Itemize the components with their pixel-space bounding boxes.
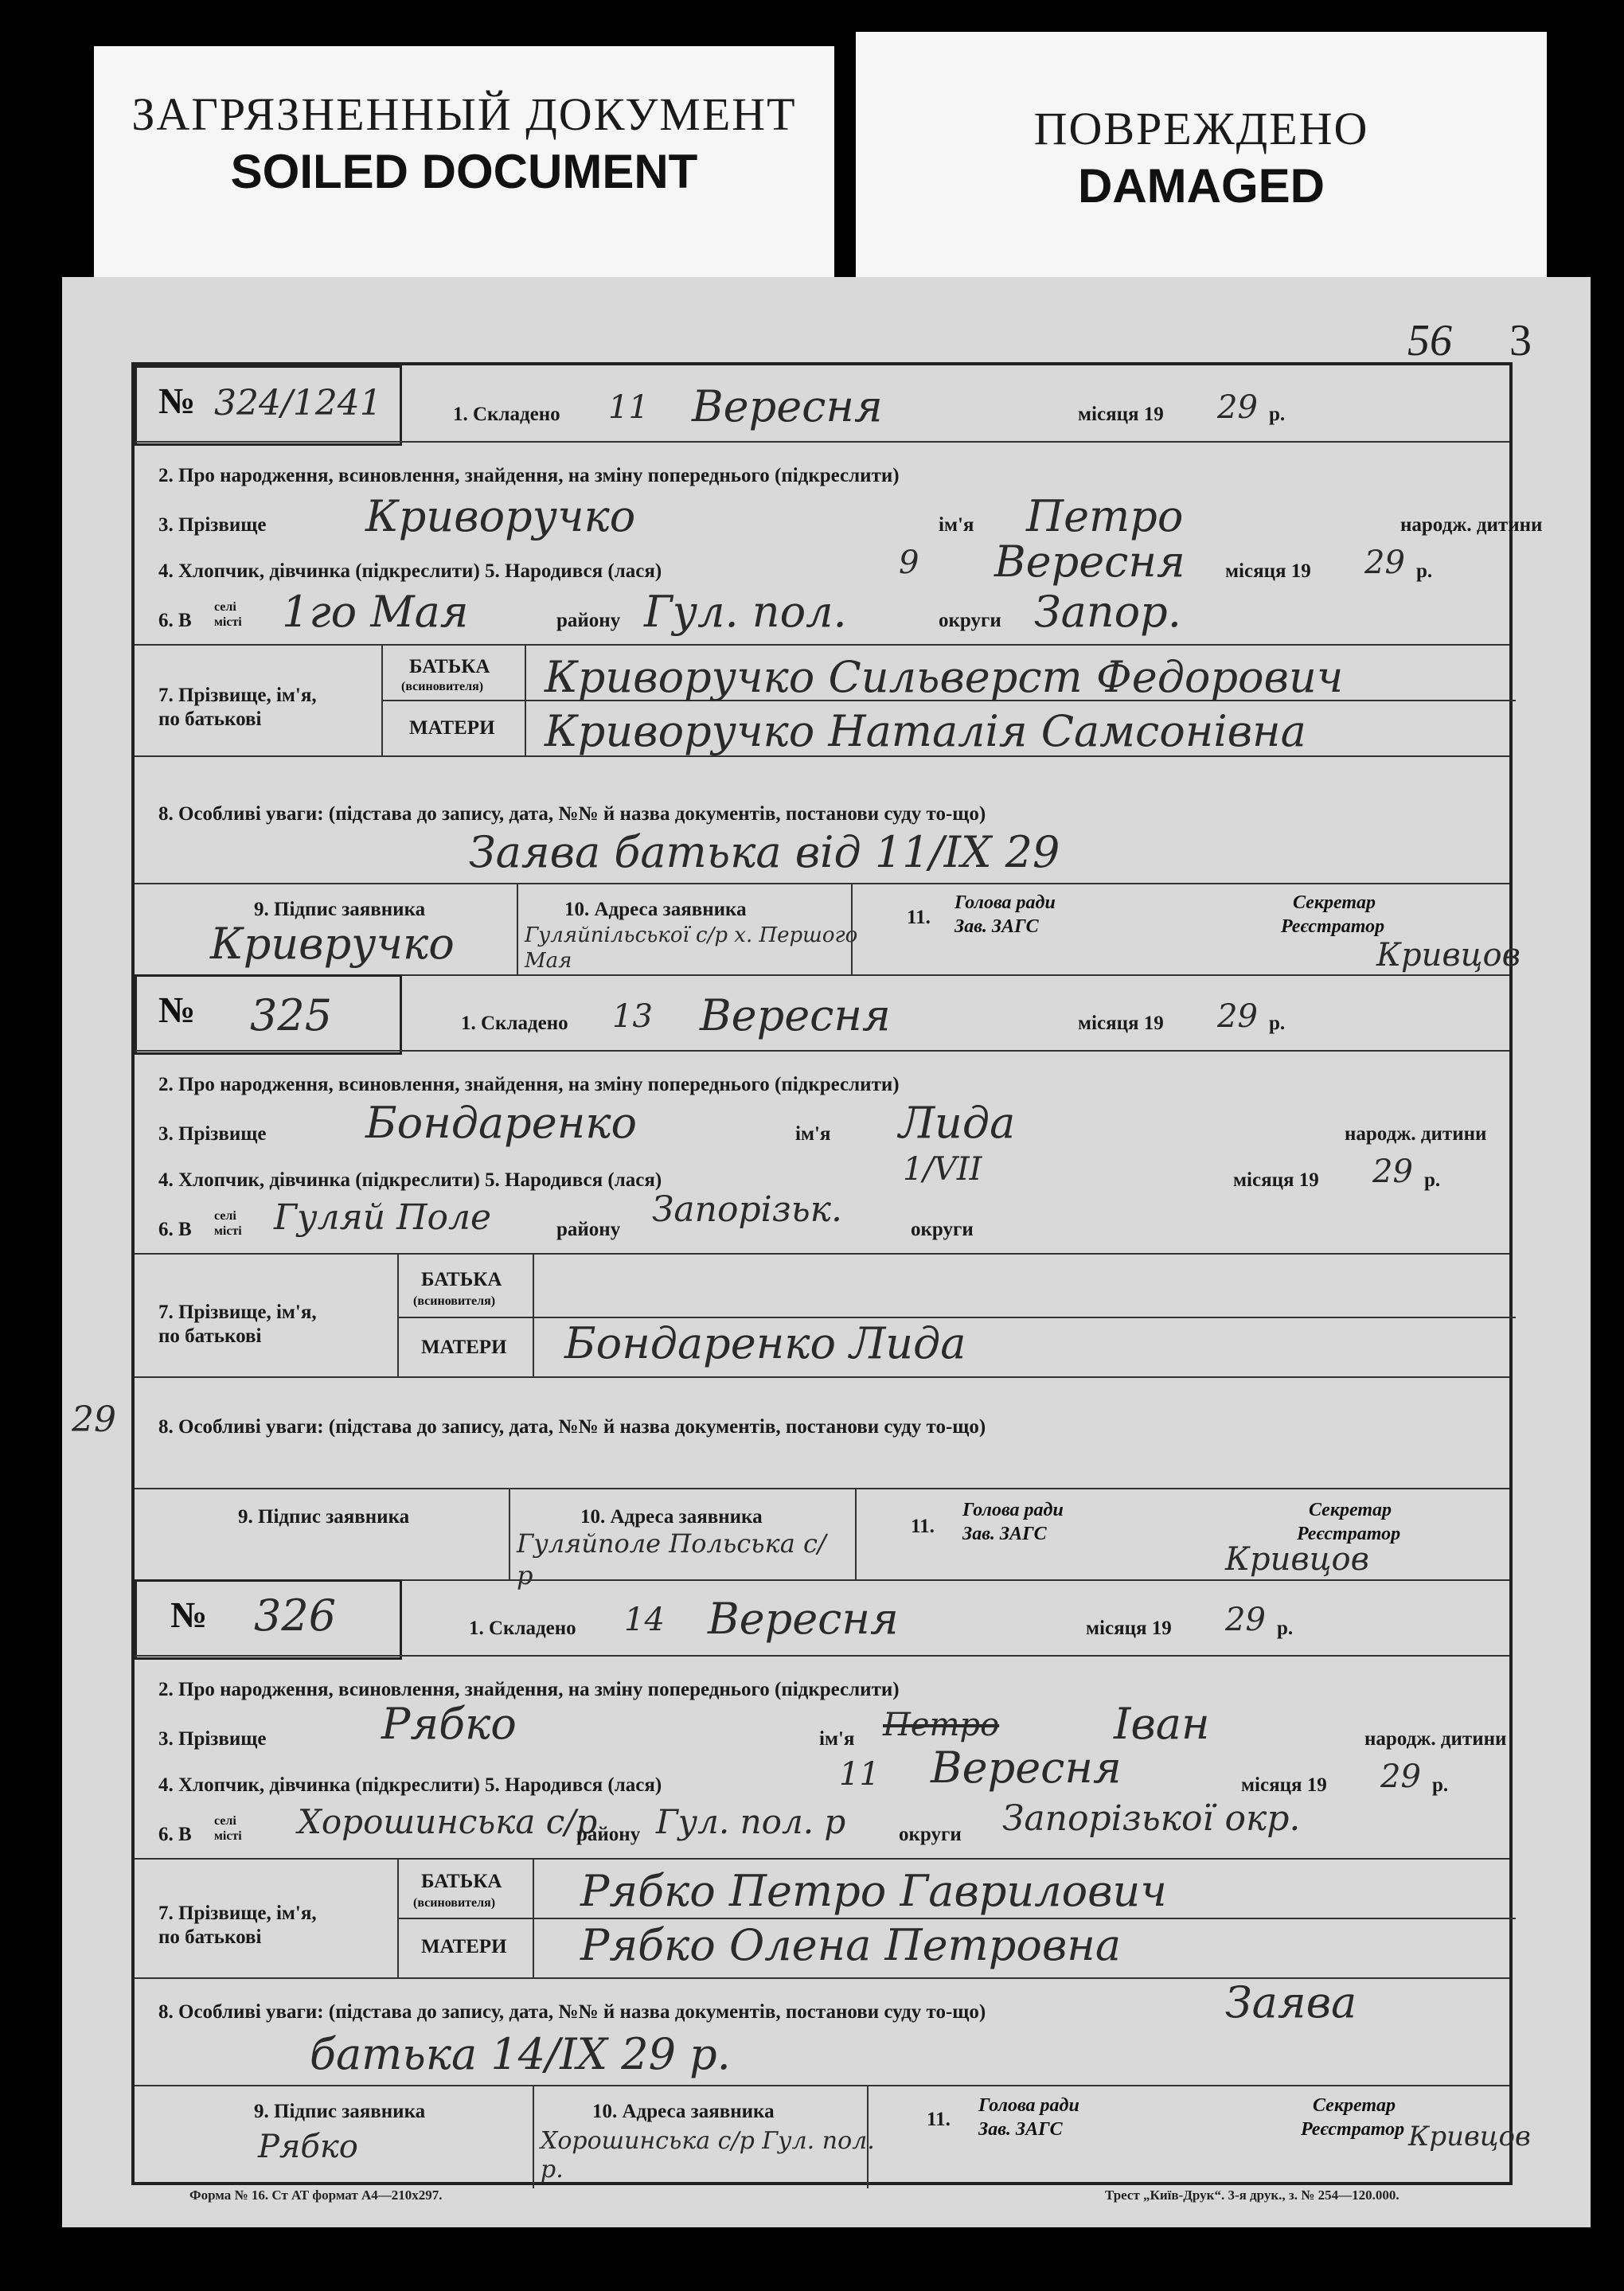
number-sign: №: [170, 1594, 208, 1635]
mother-value: Рябко Олена Петровна: [580, 1920, 1122, 1970]
about-label: 2. Про народження, всиновлення, знайдення, на зміну попереднього (підкреслити): [158, 465, 900, 486]
address-label: 10. Адреса заявника: [564, 899, 747, 920]
place-value: Гуляй Поле: [274, 1197, 492, 1238]
mother-label: МАТЕРИ: [421, 1337, 507, 1358]
composed-year: 29: [1225, 1602, 1266, 1638]
surname-label: 3. Прізвище: [158, 1123, 267, 1145]
place-label: 6. В: [158, 1824, 192, 1845]
secretary-label: Секретар: [1309, 1500, 1392, 1520]
notes-value: батька 14/IX 29 р.: [310, 2029, 731, 2079]
composed-day: 13: [612, 998, 653, 1035]
damaged-label-en: DAMAGED: [1078, 159, 1325, 213]
birth-day: 9: [899, 544, 919, 581]
okrug-value: Запор.: [1034, 587, 1181, 637]
number-sign: №: [158, 381, 196, 421]
head-label: Голова ради: [962, 1500, 1064, 1520]
mother-label: МАТЕРИ: [409, 717, 495, 739]
notes-value: Заява батька від 11/IX 29: [469, 827, 1060, 877]
year-suffix: р.: [1269, 404, 1286, 425]
year-suffix: р.: [1269, 1013, 1286, 1034]
notes-label: 8. Особливі уваги: (підстава до запису, дата, №№ й назва документів, постанови суду то-що): [158, 803, 986, 825]
surname-value: Рябко: [381, 1699, 517, 1749]
composed-month: Вересня: [708, 1594, 899, 1644]
head-label: Голова ради: [954, 892, 1056, 913]
mother-value: Криворучко Наталія Самсонівна: [545, 706, 1306, 756]
item11-label: 11.: [907, 907, 931, 928]
record-number: 326: [254, 1590, 337, 1641]
record-324: [135, 365, 1543, 974]
sign-label: 9. Підпис заявника: [254, 899, 426, 920]
parents-label: 7. Прізвище, ім'я, по батькові: [158, 1903, 317, 1948]
composed-label: 1. Складено: [469, 1618, 576, 1639]
soiled-label: [94, 46, 834, 277]
village-label: селі: [214, 1209, 236, 1223]
birth-year-suffix: р.: [1432, 1774, 1449, 1796]
number-sign: №: [158, 989, 196, 1030]
composed-year: 29: [1217, 998, 1258, 1035]
child-label: народж. дитини: [1345, 1123, 1487, 1145]
footer-left: Форма № 16. Ст АТ формат А4—210х297.: [189, 2188, 443, 2203]
city-label: місті: [214, 1829, 242, 1843]
form-frame: [131, 362, 1543, 2185]
applicant-signature: Кривручко: [210, 919, 455, 969]
birth-month: Вересня: [994, 537, 1185, 587]
adopter-label: (всиновителя): [413, 1896, 496, 1910]
place-value: 1го Мая: [282, 587, 469, 637]
registrar-label: Реєстратор: [1297, 1524, 1401, 1544]
okrug-label: округи: [939, 610, 1001, 631]
birth-year: 29: [1372, 1153, 1413, 1190]
birth-year: 29: [1364, 544, 1405, 581]
item11-label: 11.: [927, 2109, 951, 2130]
month-simple-label: місяця 19: [1233, 1169, 1319, 1191]
notes-label: 8. Особливі уваги: (підстава до запису, дата, №№ й назва документів, постанови суду то-що): [158, 2001, 986, 2023]
name-label: ім'я: [939, 514, 974, 536]
okrug-value: Запорізьк.: [652, 1189, 842, 1230]
applicant-signature: Рябко: [258, 2129, 358, 2165]
crossed-first-name: Петро: [883, 1707, 1000, 1743]
damaged-label: [856, 32, 1547, 277]
notes-inline-value: Заява: [1225, 1977, 1357, 2028]
father-label: БАТЬКА: [421, 1269, 502, 1290]
child-label: народж. дитини: [1400, 514, 1543, 536]
year-suffix: р.: [1277, 1618, 1294, 1639]
sign-label: 9. Підпис заявника: [254, 2101, 426, 2122]
zags-label: Зав. ЗАГС: [954, 916, 1039, 937]
father-value: Рябко Петро Гаврилович: [580, 1866, 1167, 1916]
father-value: Криворучко Сильверст Федорович: [545, 652, 1344, 702]
birth-year-suffix: р.: [1416, 560, 1433, 582]
district-value: Гул. пол. р: [656, 1802, 846, 1841]
month-label: місяця 19: [1086, 1618, 1172, 1639]
composed-month: Вересня: [692, 381, 883, 431]
district-label: району: [556, 1219, 621, 1240]
address-value: Гуляйполе Польська с/р: [517, 1528, 826, 1590]
record-number: 324/1241: [214, 383, 382, 423]
month-simple-label: місяця 19: [1225, 560, 1311, 582]
place-label: 6. В: [158, 610, 192, 631]
mother-value: Бондаренко Лида: [564, 1318, 966, 1368]
record-number: 325: [250, 990, 333, 1040]
composed-label: 1. Складено: [461, 1013, 568, 1034]
child-label: народж. дитини: [1364, 1728, 1507, 1750]
surname-label: 3. Прізвище: [158, 514, 267, 536]
adopter-label: (всиновителя): [413, 1294, 496, 1308]
record-326: [135, 1579, 1531, 2188]
sign-label: 9. Підпис заявника: [238, 1506, 410, 1528]
record-325: [135, 974, 1509, 1590]
okrug-label: округи: [899, 1824, 962, 1845]
about-label: 2. Про народження, всиновлення, знайдення, на зміну попереднього (підкреслити): [158, 1074, 900, 1095]
head-label: Голова ради: [978, 2095, 1079, 2116]
damaged-label-ru: ПОВРЕЖДЕНО: [1033, 103, 1369, 154]
registrar-signature: Кривцов: [1376, 937, 1521, 974]
father-label: БАТЬКА: [409, 656, 490, 677]
soiled-label-ru: ЗАГРЯЗНЕННЫЙ ДОКУМЕНТ: [131, 88, 797, 140]
city-label: місті: [214, 1224, 242, 1238]
birth-year: 29: [1380, 1758, 1421, 1795]
page-mark: 3: [1509, 316, 1532, 365]
zags-label: Зав. ЗАГС: [978, 2119, 1063, 2140]
father-label: БАТЬКА: [421, 1871, 502, 1892]
page-number: 56: [1407, 316, 1452, 365]
address-label: 10. Адреса заявника: [580, 1506, 763, 1528]
okrug-value: Запорізької окр.: [1002, 1798, 1301, 1839]
district-label: району: [576, 1824, 641, 1845]
adopter-label: (всиновителя): [401, 680, 484, 693]
about-label: 2. Про народження, всиновлення, знайдення, на зміну попереднього (підкреслити): [158, 1679, 900, 1700]
month-label: місяця 19: [1078, 1013, 1164, 1034]
month-label: місяця 19: [1078, 404, 1164, 425]
surname-label: 3. Прізвище: [158, 1728, 267, 1750]
district-label: району: [556, 610, 621, 631]
first-name-value: Петро: [1026, 491, 1184, 541]
name-label: ім'я: [795, 1123, 831, 1145]
address-value: Хорошинська с/р Гул. пол. р.: [541, 2127, 875, 2184]
village-label: селі: [214, 600, 236, 614]
district-value: Гул. пол.: [644, 587, 847, 637]
composed-year: 29: [1217, 389, 1258, 426]
gender-label: 4. Хлопчик, дівчинка (підкреслити) 5. Народився (лася): [158, 560, 662, 582]
composed-month: Вересня: [700, 990, 891, 1040]
birth-year-suffix: р.: [1424, 1169, 1441, 1191]
composed-day: 14: [624, 1602, 665, 1638]
registrar-label: Реєстратор: [1301, 2119, 1405, 2140]
registrar-label: Реєстратор: [1281, 916, 1385, 937]
registrar-signature: Кривцов: [1225, 1541, 1369, 1578]
surname-value: Криворучко: [365, 491, 636, 541]
registrar-signature: Кривцов: [1408, 2121, 1531, 2152]
margin-note: 29: [72, 1399, 116, 1440]
gender-label: 4. Хлопчик, дівчинка (підкреслити) 5. Народився (лася): [158, 1169, 662, 1191]
month-simple-label: місяця 19: [1241, 1774, 1327, 1796]
address-label: 10. Адреса заявника: [592, 2101, 775, 2122]
address-value: Гуляйпільської с/р х. Першого Мая: [525, 923, 858, 973]
parents-label: 7. Прізвище, ім'я, по батькові: [158, 685, 317, 730]
birth-day: 1/VII: [903, 1151, 982, 1188]
birth-day: 11: [839, 1756, 880, 1793]
mother-label: МАТЕРИ: [421, 1936, 507, 1957]
birth-month: Вересня: [931, 1743, 1122, 1793]
village-label: селі: [214, 1814, 236, 1828]
composed-day: 11: [608, 389, 649, 426]
name-label: ім'я: [819, 1728, 855, 1750]
place-value: Хорошинська с/р: [298, 1802, 598, 1841]
composed-label: 1. Складено: [453, 404, 560, 425]
first-name-value: Лида: [899, 1098, 1016, 1148]
zags-label: Зав. ЗАГС: [962, 1524, 1047, 1544]
gender-label: 4. Хлопчик, дівчинка (підкреслити) 5. Народився (лася): [158, 1774, 662, 1796]
city-label: місті: [214, 615, 242, 629]
secretary-label: Секретар: [1293, 892, 1376, 913]
item11-label: 11.: [911, 1516, 935, 1537]
soiled-label-en: SOILED DOCUMENT: [230, 145, 698, 198]
footer-right: Трест „Київ-Друк“. 3-я друк., з. № 254—120.000.: [1105, 2188, 1400, 2203]
secretary-label: Секретар: [1313, 2095, 1396, 2116]
parents-label: 7. Прізвище, ім'я, по батькові: [158, 1302, 317, 1347]
notes-label: 8. Особливі уваги: (підстава до запису, дата, №№ й назва документів, постанови суду то-що): [158, 1416, 986, 1438]
surname-value: Бондаренко: [365, 1098, 638, 1148]
okrug-label: округи: [911, 1219, 974, 1240]
place-label: 6. В: [158, 1219, 192, 1240]
first-name-value: Іван: [1114, 1699, 1210, 1749]
